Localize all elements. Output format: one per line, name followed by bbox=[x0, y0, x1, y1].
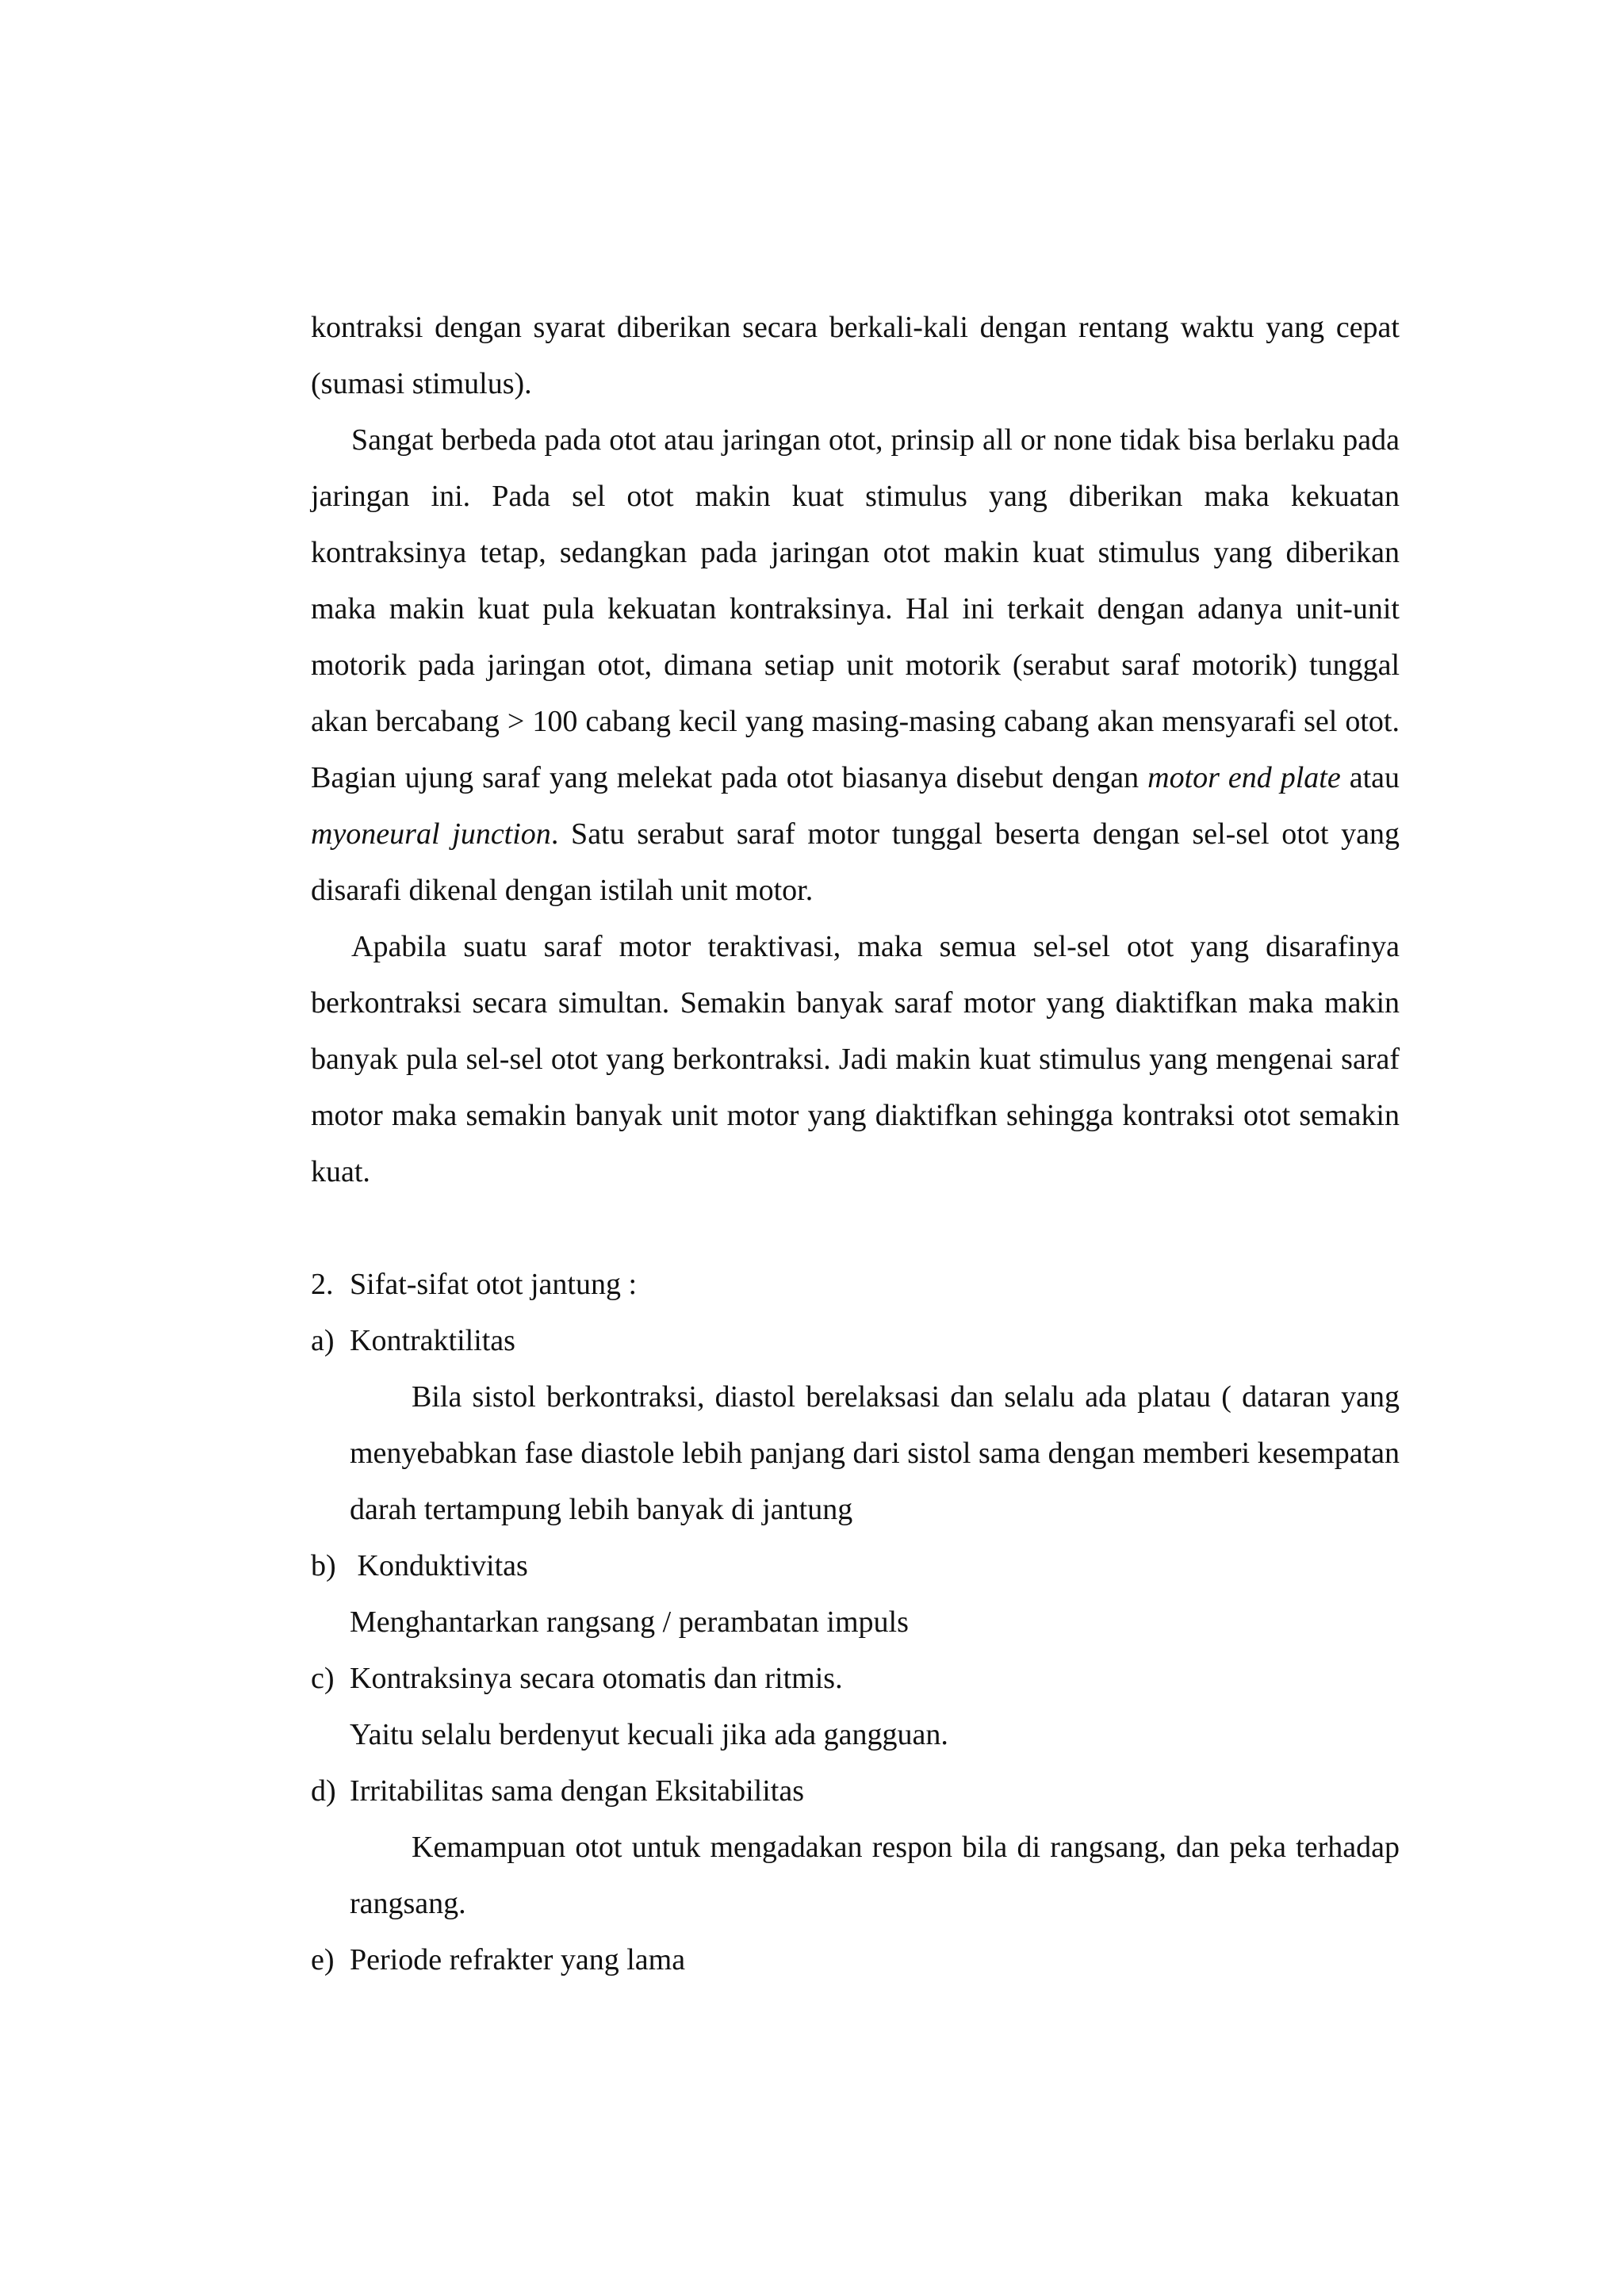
list-marker: e) bbox=[311, 1943, 335, 1976]
list-item bbox=[311, 1313, 1400, 1369]
paragraph-text: . Satu serabut saraf motor tunggal beserta dengan sel-sel otot yang disarafi dikenal dengan istilah unit motor. bbox=[311, 817, 1400, 907]
term-motor-end-plate: motor end plate bbox=[1147, 761, 1341, 794]
list-item-title: Kontraktilitas bbox=[350, 1324, 515, 1357]
list-item bbox=[311, 1538, 1400, 1594]
list-marker: a) bbox=[311, 1324, 335, 1357]
list-item bbox=[311, 1763, 1400, 1820]
list-item-description: Menghantarkan rangsang / perambatan impuls bbox=[350, 1605, 909, 1639]
list-marker: d) bbox=[311, 1774, 336, 1808]
section-title: Sifat-sifat otot jantung : bbox=[350, 1268, 638, 1301]
list-item-description: Kemampuan otot untuk mengadakan respon bila di rangsang, dan peka terhadap rangsang. bbox=[350, 1831, 1400, 1920]
list-item-title: Periode refrakter yang lama bbox=[350, 1943, 686, 1976]
paragraph-activation: Apabila suatu saraf motor teraktivasi, maka semua sel-sel otot yang disarafinya berkontraksi secara simultan. Semakin banyak saraf motor yang diaktifkan maka makin banyak pula sel-sel otot yang berkontraksi. Jadi makin kuat stimulus yang mengenai saraf motor maka semakin banyak unit motor yang diaktifkan sehingga kontraksi otot semakin kuat. bbox=[311, 930, 1400, 1188]
list-item-title: Konduktivitas bbox=[350, 1549, 528, 1582]
list-item bbox=[311, 1651, 1400, 1707]
list-marker: c) bbox=[311, 1662, 335, 1695]
list-item-description: Yaitu selalu berdenyut kecuali jika ada gangguan. bbox=[350, 1718, 948, 1751]
list-item-title: Kontraksinya secara otomatis dan ritmis. bbox=[350, 1662, 843, 1695]
list-item-description: Bila sistol berkontraksi, diastol berelaksasi dan selalu ada platau ( dataran yang menyebabkan fase diastole lebih panjang dari sistol sama dengan memberi kesempatan darah tertampung lebih banyak di jantung bbox=[350, 1380, 1400, 1526]
paragraph-motor-unit bbox=[311, 412, 1400, 919]
paragraph-text: Sangat berbeda pada otot atau jaringan otot, prinsip all or none tidak bisa berlaku pada jaringan ini. Pada sel otot makin kuat stimulus yang diberikan maka kekuatan kontraksinya tetap, sedangkan pada jaringan otot makin kuat stimulus yang diberikan maka makin kuat pula kekuatan kontraksinya. Hal ini terkait dengan adanya unit-unit motorik pada jaringan otot, dimana setiap unit motorik (serabut saraf motorik) tunggal akan bercabang > 100 cabang kecil yang masing-masing cabang akan mensyarafi sel otot. Bagian ujung saraf yang melekat pada otot biasanya disebut dengan bbox=[311, 423, 1400, 794]
term-myoneural-junction: myoneural junction bbox=[311, 817, 551, 851]
list-marker: b) bbox=[311, 1549, 336, 1582]
list-item-title: Irritabilitas sama dengan Eksitabilitas bbox=[350, 1774, 805, 1808]
list-item bbox=[311, 1932, 1400, 1988]
spacer bbox=[311, 1200, 1400, 1257]
document-page bbox=[311, 300, 1400, 1988]
section-heading bbox=[311, 1257, 1400, 1313]
paragraph-continuation: kontraksi dengan syarat diberikan secara berkali-kali dengan rentang waktu yang cepat (sumasi stimulus). bbox=[311, 311, 1400, 400]
section-number: 2. bbox=[311, 1268, 334, 1301]
paragraph-text: atau bbox=[1340, 761, 1400, 794]
